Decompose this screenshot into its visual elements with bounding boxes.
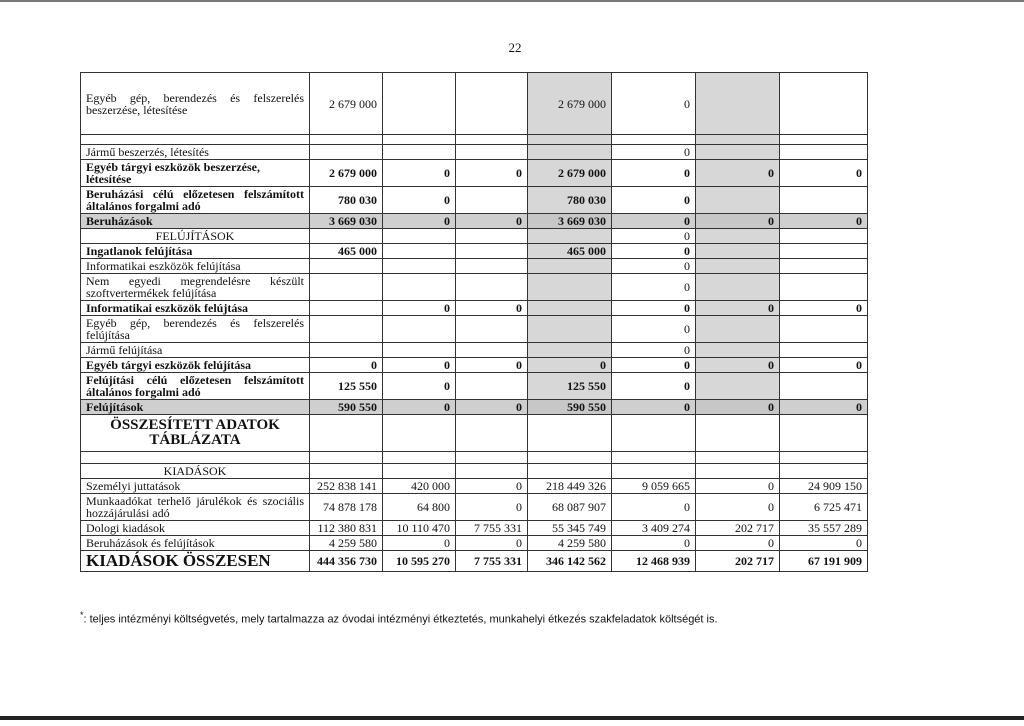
cell-value (383, 452, 456, 464)
cell-value (696, 187, 780, 214)
cell-value (383, 229, 456, 244)
cell-value: 0 (456, 358, 528, 373)
cell-value (528, 301, 612, 316)
cell-value (612, 452, 696, 464)
table-row (81, 316, 868, 343)
footnote (80, 610, 718, 626)
cell-value: 0 (780, 358, 868, 373)
cell-value: 0 (612, 274, 696, 301)
row-label: Egyéb tárgyi eszközök felújítása (81, 358, 310, 373)
cell-value: 0 (612, 187, 696, 214)
cell-value (383, 135, 456, 145)
cell-value (528, 135, 612, 145)
cell-value: 0 (612, 494, 696, 521)
cell-value (780, 187, 868, 214)
cell-value: 0 (383, 536, 456, 551)
cell-value: 0 (456, 160, 528, 187)
cell-value (310, 343, 383, 358)
cell-value: 0 (612, 400, 696, 415)
expense-row (81, 479, 868, 494)
cell-value (696, 415, 780, 452)
footnote-marker: * (80, 610, 84, 620)
cell-value (456, 145, 528, 160)
cell-value (528, 464, 612, 479)
table-row (81, 301, 868, 316)
cell-value: 0 (456, 479, 528, 494)
cell-value (780, 464, 868, 479)
row-label: Beruházások (81, 214, 310, 229)
cell-value: 202 717 (696, 521, 780, 536)
table-row (81, 187, 868, 214)
cell-value: 10 595 270 (383, 551, 456, 572)
expense-label: Személyi juttatások (81, 479, 310, 494)
table-row (81, 244, 868, 259)
row-label: Beruházási célú előzetesen felszámított általános forgalmi adó (81, 187, 310, 214)
cell-value (612, 135, 696, 145)
cell-value: 0 (456, 494, 528, 521)
cell-value: 0 (612, 343, 696, 358)
row-label: Jármű felújítása (81, 343, 310, 358)
cell-value: 55 345 749 (528, 521, 612, 536)
cell-value (456, 452, 528, 464)
cell-value: 10 110 470 (383, 521, 456, 536)
cell-value (383, 244, 456, 259)
cell-value: 24 909 150 (780, 479, 868, 494)
cell-value (456, 274, 528, 301)
cell-value: 0 (310, 358, 383, 373)
row-label: Felújítási célú előzetesen felszámított általános forgalmi adó (81, 373, 310, 400)
cell-value: 4 259 580 (310, 536, 383, 551)
cell-value: 112 380 831 (310, 521, 383, 536)
cell-value: 202 717 (696, 551, 780, 572)
cell-value (456, 244, 528, 259)
cell-value: 0 (696, 536, 780, 551)
expense-row (81, 521, 868, 536)
row-label: Egyéb gép, berendezés és felszerelés felújítása (81, 316, 310, 343)
cell-value (310, 316, 383, 343)
cell-value (383, 464, 456, 479)
cell-value: 0 (696, 479, 780, 494)
expenses-header-row (81, 464, 868, 479)
cell-value: 0 (456, 301, 528, 316)
cell-value (696, 343, 780, 358)
cell-value (780, 452, 868, 464)
cell-value (310, 229, 383, 244)
cell-value: 2 679 000 (528, 73, 612, 135)
cell-value: 3 409 274 (612, 521, 696, 536)
cell-value: 2 679 000 (310, 160, 383, 187)
cell-value: 0 (612, 259, 696, 274)
cell-value: 444 356 730 (310, 551, 383, 572)
cell-value: 0 (780, 400, 868, 415)
cell-value: 7 755 331 (456, 551, 528, 572)
scan-top-edge (0, 0, 1024, 2)
row-label: Jármű beszerzés, létesítés (81, 145, 310, 160)
cell-value: 0 (383, 301, 456, 316)
table-row (81, 373, 868, 400)
cell-value (780, 244, 868, 259)
row-label: Ingatlanok felújítása (81, 244, 310, 259)
cell-value (528, 274, 612, 301)
cell-value (528, 145, 612, 160)
cell-value: 0 (456, 536, 528, 551)
cell-value: 0 (383, 373, 456, 400)
cell-value: 35 557 289 (780, 521, 868, 536)
cell-value: 0 (612, 160, 696, 187)
spacer-row (81, 452, 868, 464)
cell-value: 125 550 (310, 373, 383, 400)
cell-value (696, 135, 780, 145)
cell-value (81, 452, 310, 464)
cell-value: 0 (780, 214, 868, 229)
cell-value (383, 343, 456, 358)
cell-value (456, 73, 528, 135)
cell-value (696, 145, 780, 160)
cell-value: 68 087 907 (528, 494, 612, 521)
cell-value (780, 145, 868, 160)
cell-value (310, 464, 383, 479)
cell-value (310, 452, 383, 464)
cell-value: 218 449 326 (528, 479, 612, 494)
cell-value: 346 142 562 (528, 551, 612, 572)
cell-value: 6 725 471 (780, 494, 868, 521)
cell-value (780, 73, 868, 135)
cell-value (456, 187, 528, 214)
cell-value (456, 415, 528, 452)
cell-value: 0 (612, 316, 696, 343)
table-row (81, 400, 868, 415)
cell-value (612, 415, 696, 452)
cell-value: 3 669 030 (528, 214, 612, 229)
cell-value (780, 229, 868, 244)
cell-value (528, 259, 612, 274)
cell-value: 0 (528, 358, 612, 373)
cell-value (696, 229, 780, 244)
cell-value (612, 464, 696, 479)
cell-value (456, 464, 528, 479)
cell-value: 0 (612, 229, 696, 244)
summary-title: ÖSSZESÍTETT ADATOK TÁBLÁZATA (81, 415, 310, 452)
cell-value: 0 (612, 373, 696, 400)
cell-value: 7 755 331 (456, 521, 528, 536)
cell-value (456, 373, 528, 400)
table-row (81, 358, 868, 373)
cell-value (696, 274, 780, 301)
cell-value (528, 229, 612, 244)
page-number: 22 (508, 40, 522, 55)
cell-value: 0 (612, 73, 696, 135)
cell-value (383, 415, 456, 452)
cell-value: 74 878 178 (310, 494, 383, 521)
cell-value (456, 316, 528, 343)
cell-value: 0 (696, 301, 780, 316)
cell-value (780, 316, 868, 343)
cell-value (780, 373, 868, 400)
cell-value: 64 800 (383, 494, 456, 521)
scan-bottom-bar (0, 716, 1024, 720)
cell-value (310, 274, 383, 301)
row-label: Informatikai eszközök felújtása (81, 301, 310, 316)
cell-value (780, 274, 868, 301)
footnote-text: : teljes intézményi költségvetés, mely tartalmazza az óvodai intézményi étkeztetés, munkahelyi étkezés szakfeladatok költségét is. (83, 613, 718, 626)
cell-value (696, 316, 780, 343)
cell-value (383, 274, 456, 301)
cell-value (780, 259, 868, 274)
cell-value (696, 373, 780, 400)
cell-value (310, 415, 383, 452)
cell-value (696, 452, 780, 464)
cell-value (383, 259, 456, 274)
table-row (81, 160, 868, 187)
row-label: Felújítások (81, 400, 310, 415)
cell-value: 0 (780, 536, 868, 551)
row-label: Informatikai eszközök felújítása (81, 259, 310, 274)
cell-value (696, 244, 780, 259)
cell-value: 590 550 (528, 400, 612, 415)
expense-label: Munkaadókat terhelő járulékok és szociális hozzájárulási adó (81, 494, 310, 521)
cell-value (310, 145, 383, 160)
cell-value (310, 135, 383, 145)
table-row (81, 259, 868, 274)
cell-value: 780 030 (528, 187, 612, 214)
cell-value: 0 (780, 160, 868, 187)
row-label: Egyéb tárgyi eszközök beszerzése, létesítése (81, 160, 310, 187)
cell-value (310, 259, 383, 274)
expense-row (81, 536, 868, 551)
row-label: Nem egyedi megrendelésre készült szoftvertermékek felújítása (81, 274, 310, 301)
cell-value: 0 (456, 214, 528, 229)
cell-value: 465 000 (528, 244, 612, 259)
cell-value (780, 415, 868, 452)
cell-value: 2 679 000 (310, 73, 383, 135)
cell-value: 67 191 909 (780, 551, 868, 572)
cell-value: 0 (612, 244, 696, 259)
cell-value: 0 (696, 494, 780, 521)
cell-value (456, 343, 528, 358)
expense-label: Beruházások és felújítások (81, 536, 310, 551)
cell-value (383, 316, 456, 343)
cell-value: 0 (612, 536, 696, 551)
row-label: FELÚJÍTÁSOK (81, 229, 310, 244)
cell-value: 0 (612, 145, 696, 160)
cell-value (456, 229, 528, 244)
cell-value: 125 550 (528, 373, 612, 400)
cell-value: 3 669 030 (310, 214, 383, 229)
row-label (81, 135, 310, 145)
cell-value: 0 (780, 301, 868, 316)
cell-value (383, 145, 456, 160)
table-row (81, 343, 868, 358)
expenses-total-label: KIADÁSOK ÖSSZESEN (81, 551, 310, 572)
cell-value: 0 (612, 214, 696, 229)
cell-value: 9 059 665 (612, 479, 696, 494)
cell-value: 465 000 (310, 244, 383, 259)
cell-value: 0 (612, 358, 696, 373)
cell-value (780, 343, 868, 358)
expense-label: Dologi kiadások (81, 521, 310, 536)
cell-value: 0 (383, 358, 456, 373)
cell-value: 0 (696, 400, 780, 415)
expenses-total-row (81, 551, 868, 572)
cell-value (780, 135, 868, 145)
cell-value (696, 259, 780, 274)
row-label: Egyéb gép, berendezés és felszerelés beszerzése, létesítése (81, 73, 310, 135)
cell-value: 0 (612, 301, 696, 316)
cell-value: 12 468 939 (612, 551, 696, 572)
cell-value (383, 73, 456, 135)
cell-value: 780 030 (310, 187, 383, 214)
cell-value: 2 679 000 (528, 160, 612, 187)
cell-value: 0 (696, 214, 780, 229)
cell-value: 590 550 (310, 400, 383, 415)
budget-table (80, 72, 868, 572)
expense-row (81, 494, 868, 521)
cell-value: 420 000 (383, 479, 456, 494)
cell-value: 0 (383, 160, 456, 187)
summary-title-row (81, 415, 868, 452)
cell-value (310, 301, 383, 316)
table-row (81, 145, 868, 160)
table-row (81, 274, 868, 301)
cell-value: 0 (383, 400, 456, 415)
cell-value (528, 415, 612, 452)
table-row (81, 135, 868, 145)
cell-value (528, 316, 612, 343)
cell-value: 4 259 580 (528, 536, 612, 551)
table-row (81, 229, 868, 244)
cell-value: 252 838 141 (310, 479, 383, 494)
table-row (81, 214, 868, 229)
cell-value (528, 452, 612, 464)
cell-value (696, 73, 780, 135)
expenses-header: KIADÁSOK (81, 464, 310, 479)
cell-value (696, 464, 780, 479)
cell-value: 0 (696, 358, 780, 373)
cell-value: 0 (696, 160, 780, 187)
cell-value (528, 343, 612, 358)
cell-value: 0 (383, 187, 456, 214)
cell-value: 0 (383, 214, 456, 229)
cell-value: 0 (456, 400, 528, 415)
table-row (81, 73, 868, 135)
cell-value (456, 135, 528, 145)
cell-value (456, 259, 528, 274)
